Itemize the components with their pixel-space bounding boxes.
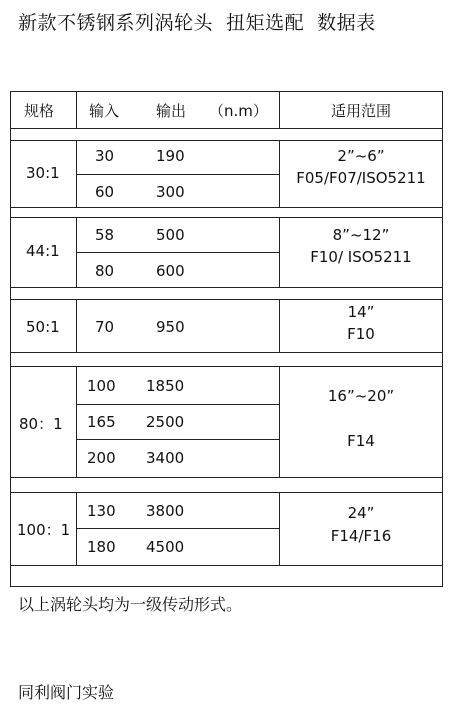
input-cell: 60 [95,183,115,201]
input-cell: 200 [87,449,116,467]
spacer-row [11,128,442,140]
output-cell: 190 [156,147,185,165]
spec-cell: 100：1 [17,521,71,539]
input-cell: 70 [95,318,115,336]
output-cell: 300 [156,183,185,201]
input-cell: 100 [87,377,116,395]
range-size: 16”~20” [327,387,395,405]
range-flange: F14 [347,432,375,450]
output-cell: 3400 [146,449,185,467]
input-cell: 180 [87,538,116,556]
spacer-row [11,352,442,366]
range-size: 8”~12” [332,226,390,244]
spec-cell: 44:1 [26,242,60,260]
output-cell: 3800 [146,502,185,520]
output-cell: 4500 [146,538,185,556]
document-title: 新款不锈钢系列涡轮头 扭矩选配 数据表 [18,12,376,34]
input-cell: 130 [87,502,116,520]
table-header-row [11,92,442,128]
group-50-1 [11,299,442,352]
group-100-1 [11,492,442,565]
input-cell: 80 [95,262,115,280]
group-30-1 [11,140,442,207]
group-80-1 [11,366,442,477]
output-cell: 600 [156,262,185,280]
group-44-1 [11,217,442,287]
header-input: 输入 [89,102,120,120]
output-cell: 2500 [146,413,185,431]
range-size: 24” [347,504,375,522]
range-size: 14” [347,303,375,321]
spec-cell: 30:1 [26,164,60,182]
range-flange: F10 [347,325,375,343]
output-cell: 950 [156,318,185,336]
footnote: 以上涡轮头均为一级传动形式。 [18,595,243,614]
torque-table [10,91,443,587]
range-flange: F05/F07/ISO5211 [296,169,426,187]
input-cell: 165 [87,413,116,431]
spacer-row [11,565,442,586]
spacer-row [11,287,442,299]
range-flange: F14/F16 [330,527,392,545]
header-unit: （n.m） [209,102,268,120]
company-name: 同利阀门实验 [18,683,115,702]
range-size: 2”~6” [337,147,385,165]
spacer-row [11,207,442,217]
header-spec: 规格 [24,102,55,120]
input-cell: 58 [95,226,115,244]
output-cell: 500 [156,226,185,244]
range-flange: F10/ ISO5211 [310,248,412,266]
spec-cell: 50:1 [26,318,60,336]
header-output: 输出 [156,102,187,120]
spacer-row [11,477,442,492]
header-range: 适用范围 [330,102,392,120]
input-cell: 30 [95,147,115,165]
spec-cell: 80：1 [19,415,63,433]
output-cell: 1850 [146,377,185,395]
